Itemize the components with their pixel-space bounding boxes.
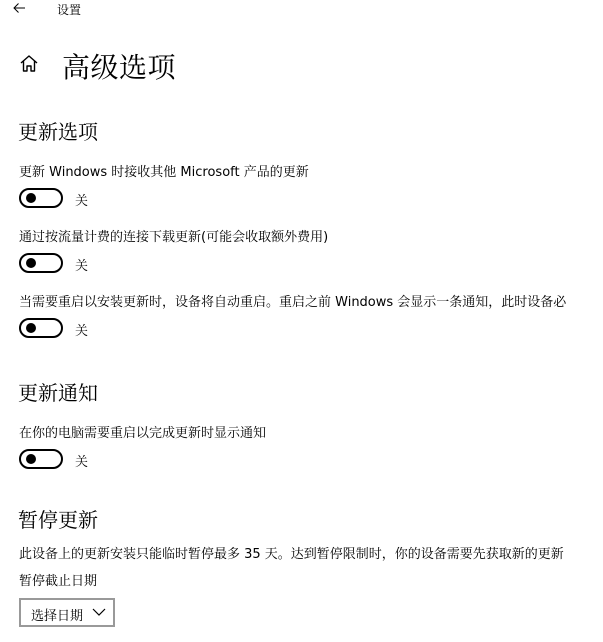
toggle-knob [26,454,36,464]
page-title: 高级选项 [62,51,177,84]
toggle-row-auto-restart [19,318,219,338]
setting-label-auto-restart: 当需要重启以安装更新时，设备将自动重启。重启之前 Windows 会显示一条通知，此时设备必 [19,295,567,310]
toggle-row-restart-notification [19,449,219,469]
toggle-state-label: 关 [75,259,89,274]
toggle-metered-connection[interactable] [19,253,63,273]
toggle-restart-notification[interactable] [19,449,63,469]
pause-description: 此设备上的更新安装只能临时暂停最多 35 天。达到暂停限制时，你的设备需要先获取新的更新 [19,547,564,562]
toggle-knob [26,323,36,333]
setting-label-restart-notification: 在你的电脑需要重启以完成更新时显示通知 [19,426,267,441]
toggle-state-label: 关 [75,455,89,470]
section-heading-update-options: 更新选项 [18,120,98,144]
section-heading-update-notifications: 更新通知 [18,381,98,405]
toggle-row-other-products [19,188,219,208]
toggle-knob [26,258,36,268]
back-button[interactable] [10,0,30,16]
section-heading-pause-updates: 暂停更新 [18,508,98,532]
pause-date-select-value: 选择日期 [31,609,84,624]
toggle-knob [26,193,36,203]
arrow-left-icon [10,0,30,16]
window-title: 设置 [57,3,82,17]
pause-date-select[interactable] [19,598,115,627]
toggle-row-metered-connection [19,253,219,273]
toggle-state-label: 关 [75,324,89,339]
home-button[interactable] [18,53,40,75]
pause-date-label: 暂停截止日期 [19,574,98,589]
setting-label-metered-connection: 通过按流量计费的连接下载更新(可能会收取额外费用) [19,230,329,245]
setting-label-other-products: 更新 Windows 时接收其他 Microsoft 产品的更新 [19,165,309,180]
chevron-down-icon [92,607,106,617]
page-header [18,46,598,86]
toggle-auto-restart[interactable] [19,318,63,338]
toggle-other-products[interactable] [19,188,63,208]
title-bar [0,0,603,20]
home-icon [18,53,40,75]
toggle-state-label: 关 [75,194,89,209]
